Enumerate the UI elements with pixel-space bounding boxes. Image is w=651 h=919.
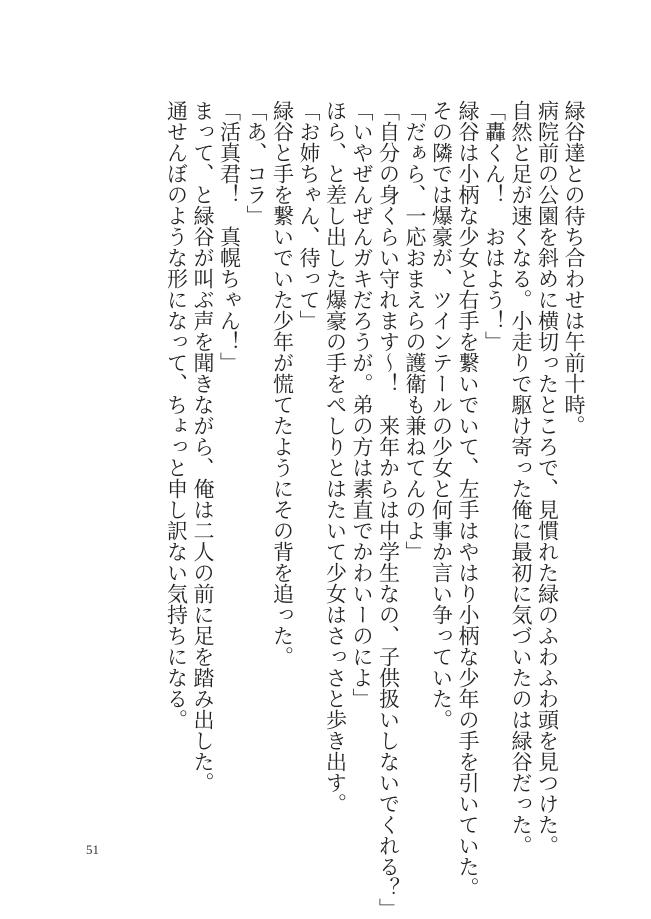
- text-line-13: 「あ、コラ」: [244, 100, 268, 226]
- text-line-2: 病院前の公園を斜めに横切ったところで、見慣れた緑のふわふわ頭を見つけた。: [535, 100, 560, 856]
- text-line-12: 緑谷と手を繋いでいた少年が慌てたようにその背を追った。: [270, 100, 295, 667]
- text-line-16: 通せんぼのような形になって、ちょっと申し訳ない気持ちになる。: [164, 100, 189, 730]
- text-line-14: 「活真君！ 真幌ちゃん！」: [217, 100, 242, 373]
- text-line-8: 「自分の身くらい守れます〜！ 来年からは中学生なの、子供扱いしないでくれる？」: [376, 100, 401, 919]
- page-number: 51: [86, 842, 99, 857]
- text-line-3: 自然と足が速くなる。小走りで駆け寄った俺に最初に気づいたのは緑谷だった。: [509, 100, 533, 856]
- text-line-6: その隣では爆豪が、ツインテールの少女と何事か言い争っていた。: [429, 100, 454, 730]
- text-line-10: ほら、と差し出した爆豪の手をぺしりとはたいて少女はさっさと歩き出す。: [323, 100, 348, 814]
- text-line-5: 緑谷は小柄な少女と右手を繋いでいて、左手はやはり小柄な少年の手を引いていた。: [456, 100, 480, 898]
- text-line-1: 緑谷達との待ち合わせは午前十時。: [562, 100, 586, 436]
- text-line-7: 「だぁら、一応おまえらの護衛も兼ねてんのよ」: [403, 100, 427, 562]
- text-line-4: 「轟くん！ おはよう！」: [482, 100, 507, 352]
- text-line-9: 「いやぜんぜんガキだろうが。弟の方は素直でかわいーのによ」: [350, 100, 374, 709]
- vertical-text-body: [163, 100, 587, 919]
- text-line-15: まって、と緑谷が叫ぶ声を聞きながら、俺は二人の前に足を踏み出した。: [191, 100, 215, 793]
- text-line-11: 「お姉ちゃん、待って」: [297, 100, 321, 331]
